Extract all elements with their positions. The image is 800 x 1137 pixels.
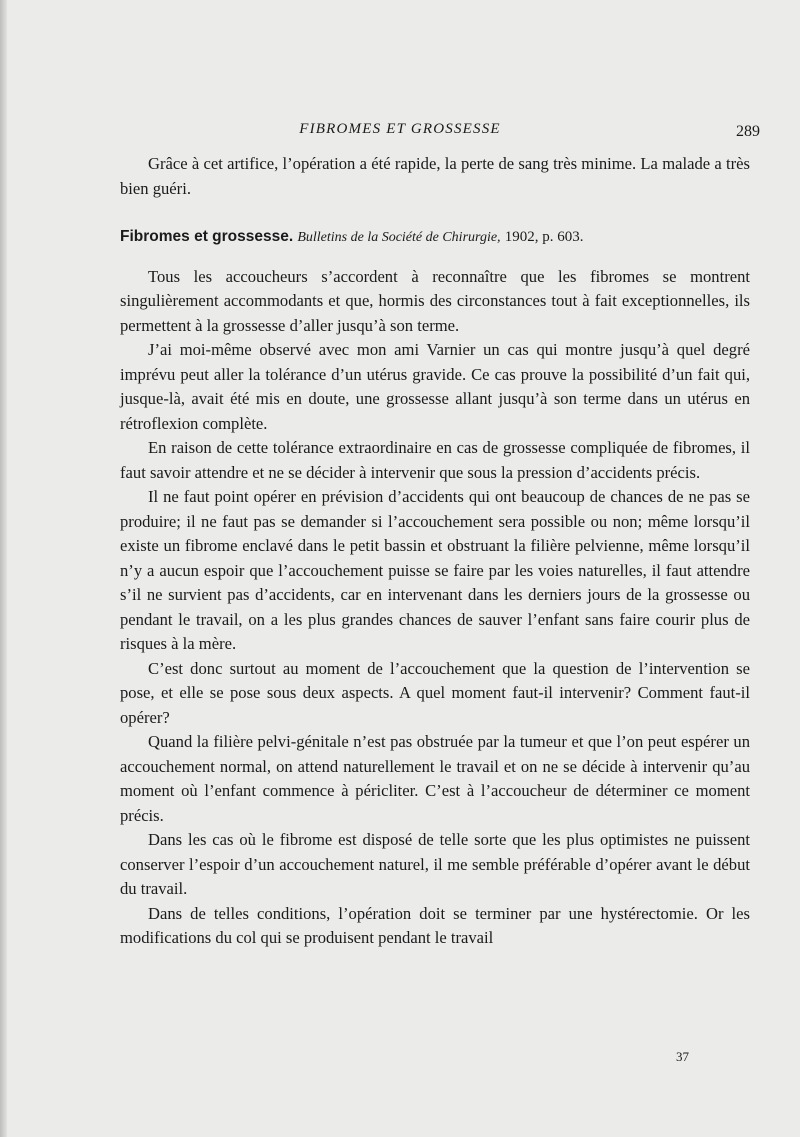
section-heading [120, 224, 750, 251]
paragraph: Il ne faut point opérer en prévision d’accidents qui ont beaucoup de chances de ne pas se produire; il ne faut pas se demander si l’accouchement sera possible ou non; même lorsqu’il existe un fibrome enclavé dans le petit bassin et obstruant la filière pelvienne, même lorsqu’il n’y a aucun espoir que l’accouchement puisse se faire par les voies naturelles, il faut attendre s’il ne survient pas d’accidents, car en intervenant dans les derniers jours de la grossesse ou pendant le travail, on a les plus grandes chances de sauver l’enfant sans faire courir plus de risques à la mère. [120, 487, 750, 653]
page-edge-shadow [0, 0, 7, 1137]
intro-paragraph: Grâce à cet artifice, l’opération a été rapide, la perte de sang très minime. La malade a très bien guéri. [120, 154, 750, 198]
paragraph: En raison de cette tolérance extraordinaire en cas de grossesse compliquée de fibromes, il faut savoir attendre et ne se décider à intervenir que sous la pression d’accidents précis. [120, 438, 750, 482]
body-text [120, 152, 750, 951]
paragraph: Dans les cas où le fibrome est disposé de telle sorte que les plus optimistes ne puissent conserver l’espoir d’un accouchement naturel, il me semble préférable d’opérer avant le début du travail. [120, 830, 750, 898]
paragraph: C’est donc surtout au moment de l’accouchement que la question de l’intervention se pose, et elle se pose sous deux aspects. A quel moment faut-il intervenir? Comment faut-il opérer? [120, 658, 750, 727]
page-number: 289 [736, 123, 760, 140]
section-reference: 1902, p. 603. [504, 229, 584, 245]
paragraph: Dans de telles conditions, l’opération doit se terminer par une hystérectomie. Or les modifications du col qui se produisent pendant le travail [120, 903, 750, 947]
paragraph: Quand la filière pelvi-génitale n’est pas obstruée par la tumeur et que l’on peut espérer un accouchement normal, on attend naturellement le travail et on ne se décide à intervenir qu’au moment où l’enfant commence à péricliter. C’est à l’accoucheur de déterminer ce moment précis. [120, 732, 750, 825]
printer-signature-mark: 37 [676, 1049, 689, 1064]
running-head [120, 121, 760, 143]
section-title: Fibromes et grossesse. [120, 228, 294, 245]
section-source: Bulletins de la Société de Chirurgie, [297, 230, 501, 245]
paragraph: Tous les accoucheurs s’accordent à reconnaître que les fibromes se montrent singulièrement accommodants et que, hormis des circonstances tout à fait exceptionnelles, ils permettent à la grossesse d’aller jusqu’à son terme. [120, 266, 750, 335]
paragraph: J’ai moi-même observé avec mon ami Varnier un cas qui montre jusqu’à quel degré imprévu peut aller la tolérance d’un utérus gravide. Ce cas prouve la possibilité d’un fait qui, jusque-là, avait été mis en doute, une grossesse allant jusqu’à son terme dans un utérus en rétroflexion complète. [120, 340, 750, 433]
running-head-title: FIBROMES ET GROSSESSE [299, 121, 501, 137]
